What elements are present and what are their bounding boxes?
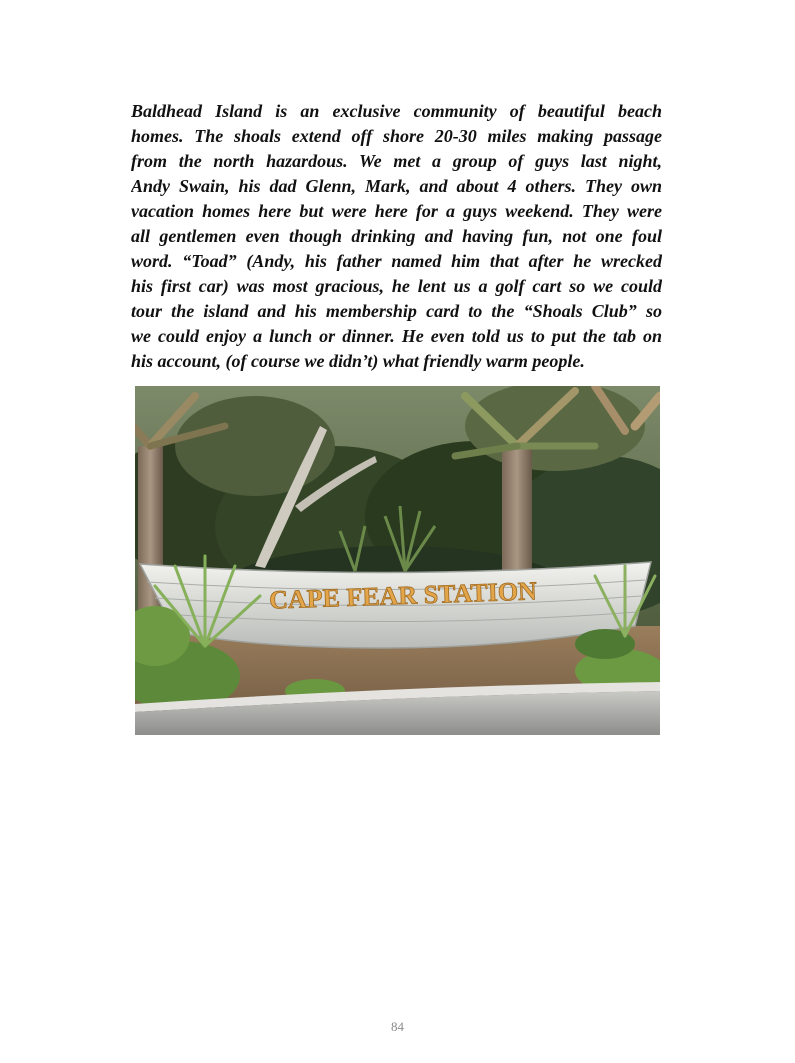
paragraph-line: all gentlemen even though drinking and having fun, not one foul bbox=[131, 226, 662, 246]
paragraph-line: we could enjoy a lunch or dinner. He even told us to put the tab on bbox=[131, 326, 662, 346]
sign-text: CAPE FEAR STATION bbox=[268, 576, 538, 615]
page-number: 84 bbox=[391, 1019, 404, 1034]
paragraph-line: vacation homes here but were here for a guys weekend. They were bbox=[131, 201, 662, 221]
photo-illustration bbox=[135, 386, 660, 735]
body-paragraph bbox=[131, 99, 662, 374]
paragraph-line: his first car) was most gracious, he lent us a golf cart so we could bbox=[131, 276, 662, 296]
paragraph-line: homes. The shoals extend off shore 20-30 miles making passage bbox=[131, 126, 662, 146]
paragraph-line: his account, (of course we didn’t) what friendly warm people. bbox=[131, 351, 585, 371]
paragraph-line: Andy Swain, his dad Glenn, Mark, and about 4 others. They own bbox=[131, 176, 662, 196]
paragraph-line: tour the island and his membership card to the “Shoals Club” so bbox=[131, 301, 662, 321]
paragraph-line: Baldhead Island is an exclusive community of beautiful beach bbox=[131, 101, 662, 121]
cape-fear-station-photo bbox=[135, 386, 660, 735]
paragraph-line: from the north hazardous. We met a group of guys last night, bbox=[131, 151, 662, 171]
paragraph-line: word. “Toad” (Andy, his father named him that after he wrecked bbox=[131, 251, 662, 271]
